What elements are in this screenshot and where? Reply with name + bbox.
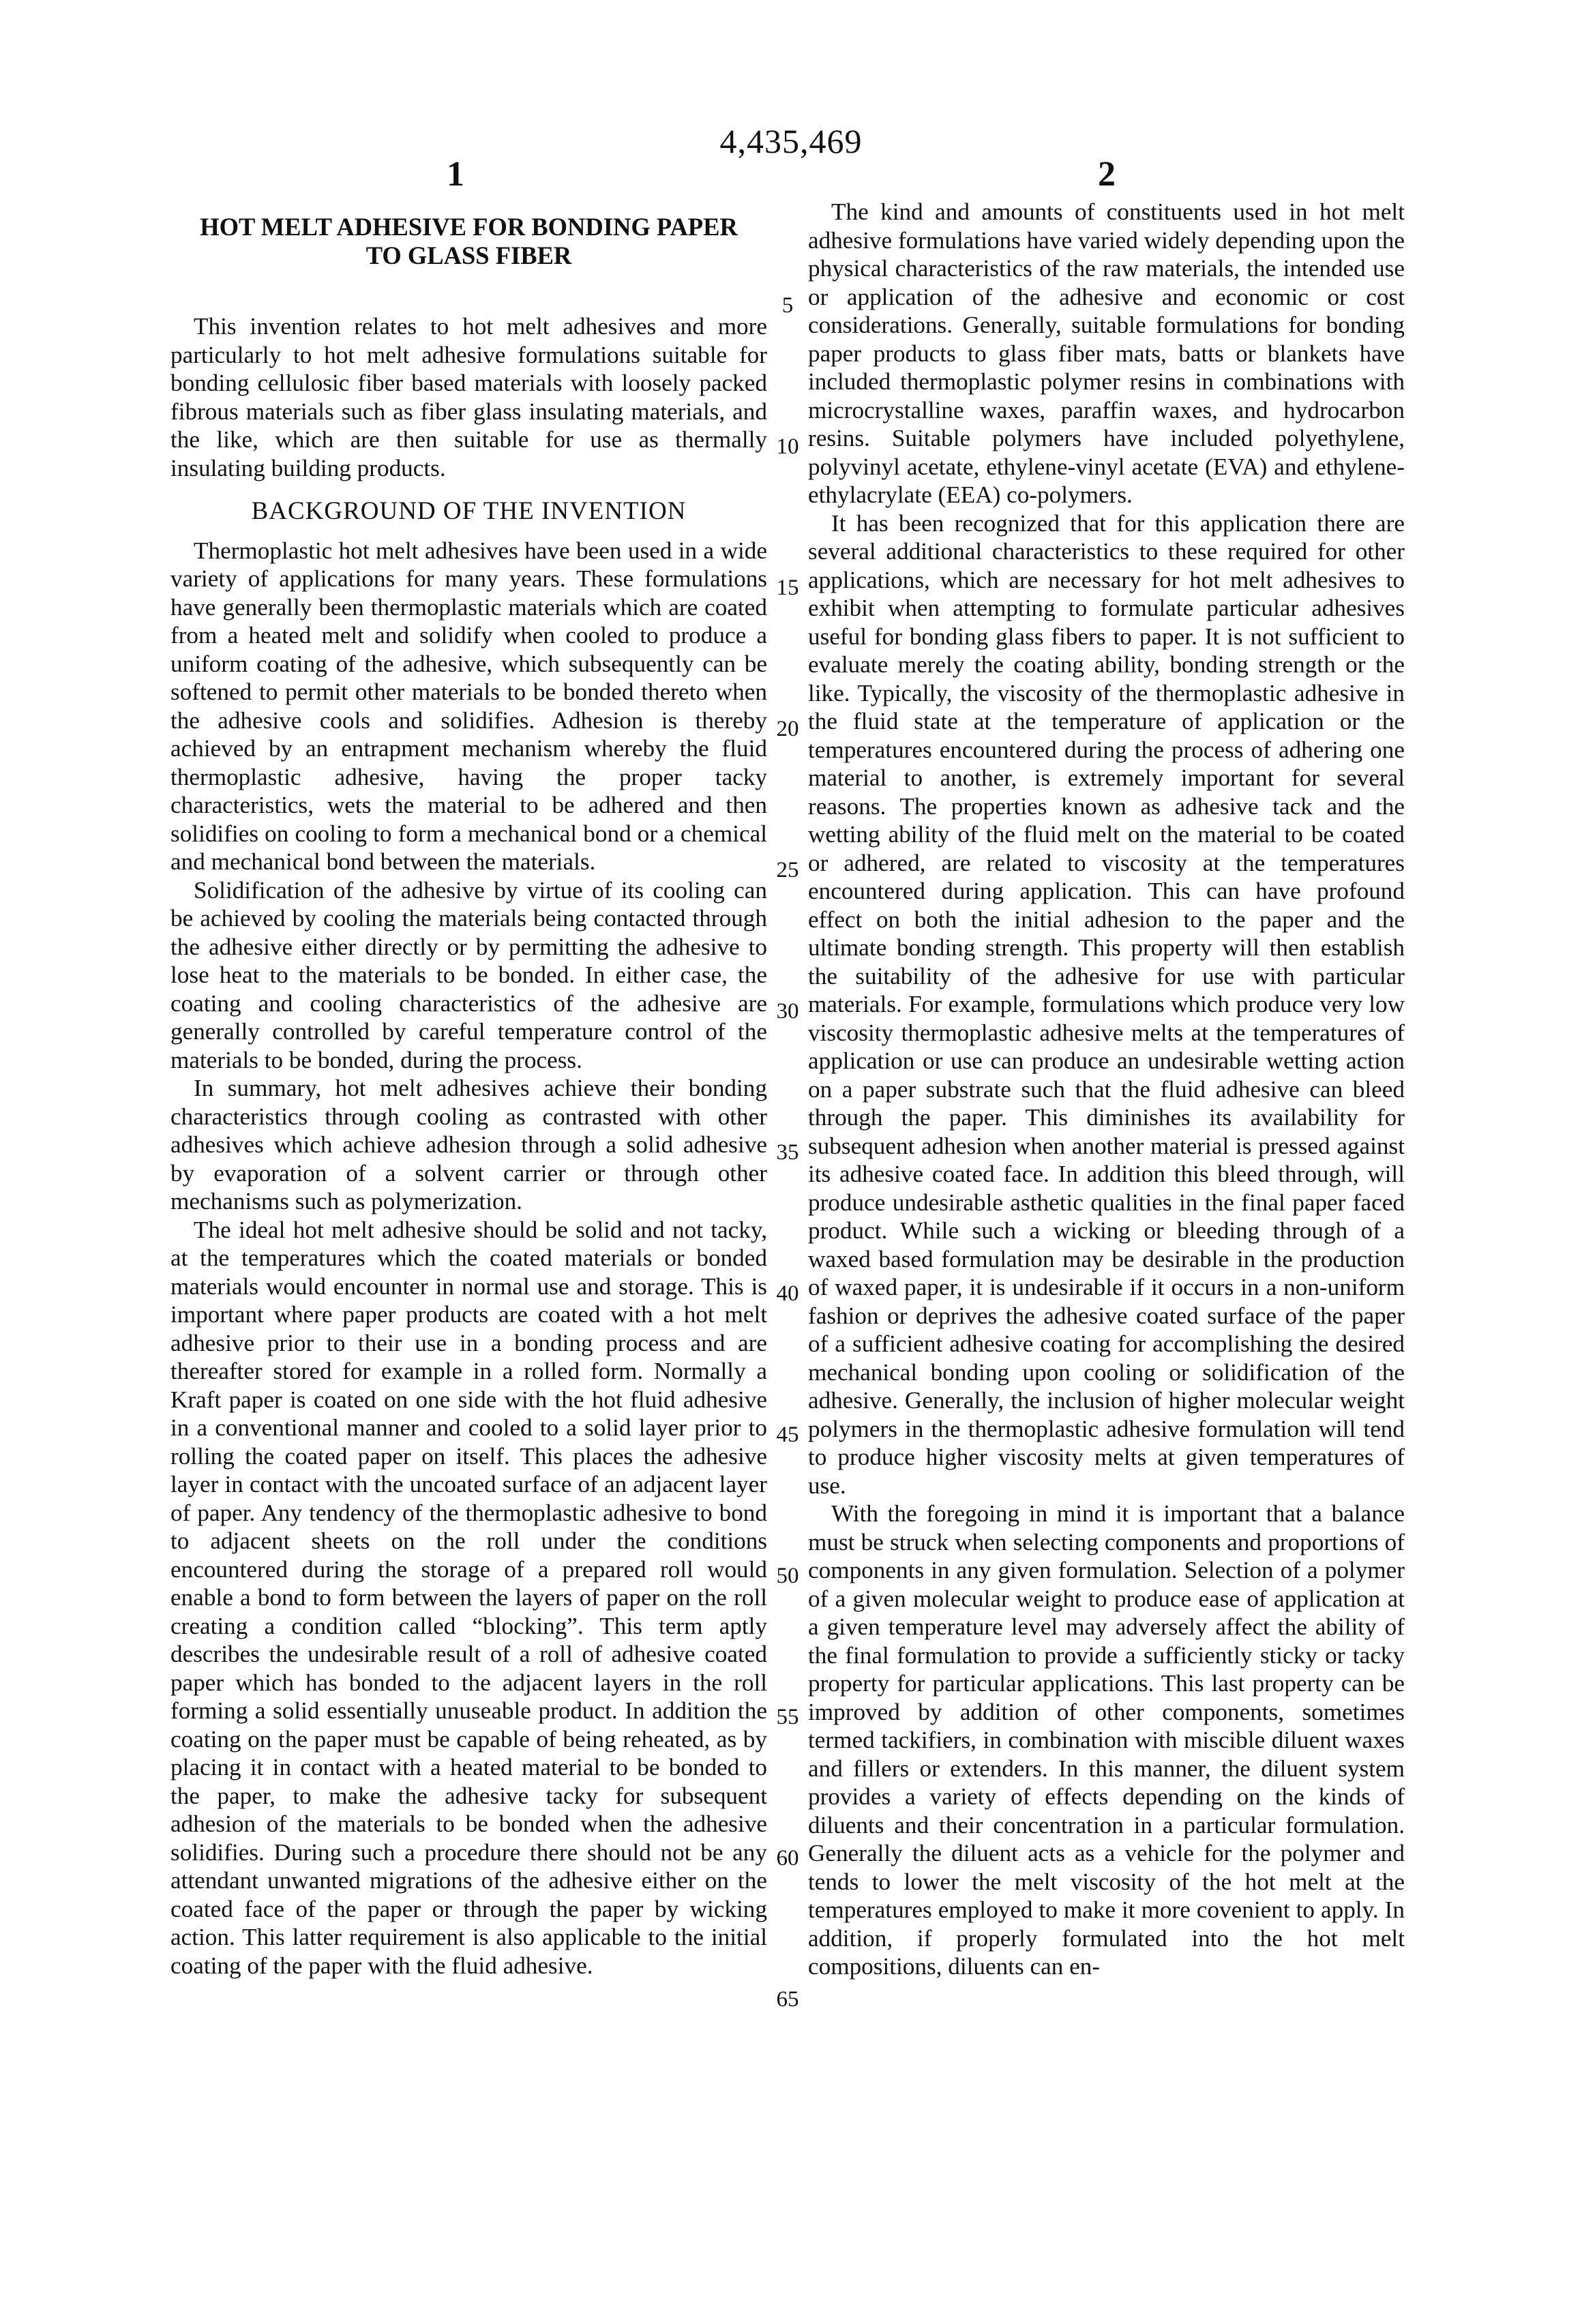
document-title: [170, 213, 767, 270]
left-column-number: 1: [447, 154, 464, 194]
right-column-number: 2: [1098, 154, 1116, 194]
line-number: 10: [768, 434, 807, 460]
line-number: 30: [768, 999, 807, 1024]
line-number: 25: [768, 858, 807, 883]
line-number: 60: [768, 1846, 807, 1871]
line-number: 15: [768, 576, 807, 601]
line-number: 50: [768, 1564, 807, 1589]
patent-number: 4,435,469: [682, 121, 900, 161]
line-number: 55: [768, 1705, 807, 1730]
line-number: 45: [768, 1422, 807, 1448]
intro-paragraph: This invention relates to hot melt adhesives and more particularly to hot melt adhesive formulations suitable for bonding cellulosic fiber based materials with loosely packed fibrous materials such as fiber glass insulating materials, and the like, which are then suitable for use as thermally insulating building products.: [170, 312, 767, 482]
line-number: 35: [768, 1140, 807, 1165]
section-heading: BACKGROUND OF THE INVENTION: [170, 497, 767, 526]
right-paragraph: With the foregoing in mind it is important that a balance must be struck when selecting components and proportions of components in any given formulation. Selection of a polymer of a given molecular weight to produce ease of application at a given temperature level may adversely affect the ability of the final formulation to provide a sufficiently sticky or tacky property for particular applications. This last property can be improved by addition of other components, sometimes termed tackifiers, in combination with miscible diluent waxes and fillers or extenders. In this manner, the diluent system provides a variety of effects depending on the kinds of diluents and their concentration in a particular formulation. Generally the diluent acts as a vehicle for the polymer and tends to lower the melt viscosity of the hot melt at the temperatures employed to make it more covenient to apply. In addition, if properly formulated into the hot melt compositions, diluents can en-: [808, 1500, 1405, 1981]
line-number: 40: [768, 1281, 807, 1307]
right-paragraph: It has been recognized that for this application there are several additional characteristics to these required for other applications, which are necessary for hot melt adhesives to exhibit when attempting to formulate particular adhesives useful for bonding glass fibers to paper. It is not sufficient to evaluate merely the coating ability, bonding strength or the like. Typically, the viscosity of the thermoplastic adhesive in the fluid state at the temperature of application or the temperatures encountered during the process of adhering one material to another, is extremely important for several reasons. The properties known as adhesive tack and the wetting ability of the fluid melt on the material to be coated or adhered, are related to viscosity at the temperatures encountered during application. This can have profound effect on both the initial adhesion to the paper and the ultimate bonding strength. This property will then establish the suitability of the adhesive for use with particular materials. For example, formulations which produce very low viscosity thermoplastic adhesive melts at the temperatures of application or use can produce an undesirable wetting action on a paper substrate such that the fluid adhesive can bleed through the paper. This diminishes its availability for subsequent adhesion when another material is pressed against its adhesive coated face. In addition this bleed through, will produce undesirable asthetic qualities in the final paper faced product. While such a wicking or bleeding through of a waxed based formulation may be desirable in the production of waxed paper, it is undesirable if it occurs in a non-uniform fashion or deprives the adhesive coated surface of the paper of a sufficient adhesive coating for accomplishing the desired mechanical bonding upon cooling or solidification of the adhesive. Generally, the inclusion of higher molecular weight polymers in the thermoplastic adhesive formulation will tend to produce higher viscosity melts at given temperatures of use.: [808, 509, 1405, 1500]
left-column: [170, 205, 767, 1980]
patent-page: [0, 0, 1582, 2324]
title-line-2: TO GLASS FIBER: [170, 241, 767, 270]
right-column: [808, 198, 1405, 1981]
left-paragraph: In summary, hot melt adhesives achieve their bonding characteristics through cooling as contrasted with other adhesives which achieve adhesion through a solid adhesive by evaporation of a solvent carrier or through other mechanisms such as polymerization.: [170, 1074, 767, 1216]
line-number: 20: [768, 717, 807, 742]
line-number: 5: [768, 293, 807, 318]
left-paragraph: Solidification of the adhesive by virtue of its cooling can be achieved by cooling the materials being contacted through the adhesive either directly or by permitting the adhesive to lose heat to the materials to be bonded. In either case, the coating and cooling characteristics of the adhesive are generally controlled by careful temperature control of the materials to be bonded, during the process.: [170, 876, 767, 1075]
line-number: 65: [768, 1987, 807, 2012]
left-paragraph: Thermoplastic hot melt adhesives have been used in a wide variety of applications for many years. These formulations have generally been thermoplastic materials which are coated from a heated melt and solidify when cooled to produce a uniform coating of the adhesive, which subsequently can be softened to permit other materials to be bonded thereto when the adhesive cools and solidifies. Adhesion is thereby achieved by an entrapment mechanism whereby the fluid thermoplastic adhesive, having the proper tacky characteristics, wets the material to be adhered and then solidifies on cooling to form a mechanical bond or a chemical and mechanical bond between the materials.: [170, 537, 767, 876]
title-line-1: HOT MELT ADHESIVE FOR BONDING PAPER: [170, 213, 767, 241]
right-paragraph: The kind and amounts of constituents used in hot melt adhesive formulations have varied widely depending upon the physical characteristics of the raw materials, the intended use or application of the adhesive and economic or cost considerations. Generally, suitable formulations for bonding paper products to glass fiber mats, batts or blankets have included thermoplastic polymer resins in combinations with microcrystalline waxes, paraffin waxes, and hydrocarbon resins. Suitable polymers have included polyethylene, polyvinyl acetate, ethylene-vinyl acetate (EVA) and ethylene-ethylacrylate (EEA) co-polymers.: [808, 198, 1405, 509]
left-paragraph: The ideal hot melt adhesive should be solid and not tacky, at the temperatures which the coated materials or bonded materials would encounter in normal use and storage. This is important where paper products are coated with a hot melt adhesive prior to their use in a bonding process and are thereafter stored for example in a rolled form. Normally a Kraft paper is coated on one side with the hot fluid adhesive in a conventional manner and cooled to a solid layer prior to rolling the coated paper on itself. This places the adhesive layer in contact with the uncoated surface of an adjacent layer of paper. Any tendency of the thermoplastic adhesive to bond to adjacent sheets on the roll under the conditions encountered during the storage of a prepared roll would enable a bond to form between the layers of paper on the roll creating a condition called “blocking”. This term aptly describes the undesirable result of a roll of adhesive coated paper which has bonded to the adjacent layers in the roll forming a solid essentially unuseable product. In addition the coating on the paper must be capable of being reheated, as by placing it in contact with a heated material to be bonded to the paper, to make the adhesive tacky for subsequent adhesion of the materials to be bonded when the adhesive solidifies. During such a procedure there should not be any attendant unwanted migrations of the adhesive either on the coated face of the paper or through the paper by wicking action. This latter requirement is also applicable to the initial coating of the paper with the fluid adhesive.: [170, 1216, 767, 1980]
